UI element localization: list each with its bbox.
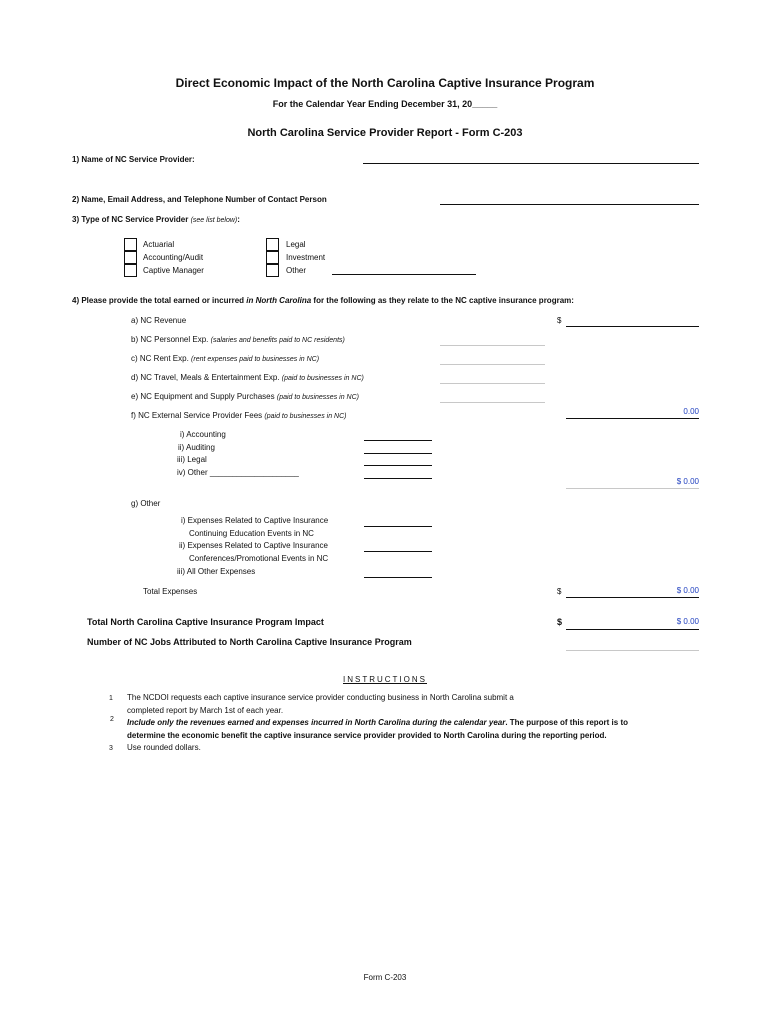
q4-label-pre: 4) Please provide the total earned or incurred	[72, 296, 245, 305]
q2-label: 2) Name, Email Address, and Telephone Number of Contact Person	[72, 195, 327, 204]
rent-exp-note: (rent expenses paid to businesses in NC)	[191, 356, 320, 363]
travel-exp-text: d) NC Travel, Meals & Entertainment Exp.	[131, 373, 280, 382]
q3-label	[72, 215, 240, 224]
jobs-label: Number of NC Jobs Attributed to North Carolina Captive Insurance Program	[87, 637, 412, 647]
q4-label	[72, 296, 574, 305]
service-provider-fees-field[interactable]	[566, 418, 699, 419]
option-accounting-audit: Accounting/Audit	[143, 253, 204, 262]
contact-person-field[interactable]	[440, 204, 699, 205]
instruction-2-line-2: determine the economic benefit the captive insurance service provider provided to North Carolina during the reporting period.	[127, 731, 607, 740]
instruction-1-number: 1	[109, 695, 113, 702]
nc-revenue-label: a) NC Revenue	[131, 316, 187, 325]
instruction-2-rest: . The purpose of this report is to	[505, 718, 628, 727]
personnel-exp-label	[131, 335, 345, 344]
fees-auditing-label: ii) Auditing	[178, 443, 215, 452]
all-other-exp-label: iii) All Other Expenses	[177, 567, 256, 576]
page-footer: Form C-203	[363, 973, 407, 982]
page-title: Direct Economic Impact of the North Carolina Captive Insurance Program	[175, 76, 595, 90]
checkbox-accounting-audit[interactable]	[124, 251, 137, 264]
page-subtitle: For the Calendar Year Ending December 31, 20_____	[272, 99, 498, 109]
other-type-field[interactable]	[332, 274, 476, 275]
travel-exp-note: (paid to businesses in NC)	[281, 375, 364, 382]
fees-legal-label: iii) Legal	[177, 455, 207, 464]
total-impact-label: Total North Carolina Captive Insurance Program Impact	[87, 617, 324, 627]
fees-subtotal-field	[566, 488, 699, 489]
form-title: North Carolina Service Provider Report - Form C-203	[247, 127, 523, 139]
instruction-2-line-1	[127, 718, 628, 727]
equipment-exp-label	[131, 392, 359, 401]
instruction-3-line-1: Use rounded dollars.	[127, 743, 201, 752]
promotional-events-label-1: ii) Expenses Related to Captive Insurance	[179, 541, 328, 550]
fees-subtotal-value: $ 0.00	[676, 477, 699, 486]
instruction-2-emphasis: Include only the revenues earned and expenses incurred in North Carolina during the calendar year	[127, 718, 506, 727]
fees-auditing-field[interactable]	[364, 453, 432, 454]
all-other-exp-field[interactable]	[364, 577, 432, 578]
total-expenses-value: $ 0.00	[676, 586, 699, 595]
personnel-exp-note: (salaries and benefits paid to NC residents)	[210, 337, 345, 344]
total-expenses-field	[566, 597, 699, 598]
nc-revenue-field[interactable]	[566, 326, 699, 327]
q3-colon: :	[237, 215, 240, 224]
instruction-3-number: 3	[109, 745, 113, 752]
fees-other-label: iv) Other ____________________	[177, 468, 299, 477]
total-impact-field	[566, 629, 699, 630]
jobs-field[interactable]	[566, 650, 699, 651]
total-impact-dollar: $	[557, 617, 563, 627]
option-legal: Legal	[286, 240, 306, 249]
promotional-events-label-2: Conferences/Promotional Events in NC	[189, 554, 329, 563]
rent-exp-text: c) NC Rent Exp.	[131, 354, 189, 363]
service-provider-fees-text: f) NC External Service Provider Fees	[131, 411, 263, 420]
instruction-2-number: 2	[110, 716, 114, 723]
checkbox-investment[interactable]	[266, 251, 279, 264]
option-captive-manager: Captive Manager	[143, 266, 204, 275]
q4-label-emph: in North Carolina	[246, 296, 312, 305]
fees-other-field[interactable]	[364, 478, 432, 479]
instruction-1-line-2: completed report by March 1st of each year.	[127, 706, 284, 715]
education-events-field[interactable]	[364, 526, 432, 527]
total-expenses-dollar: $	[557, 587, 562, 596]
fees-accounting-field[interactable]	[364, 440, 432, 441]
service-provider-fees-label	[131, 411, 346, 420]
q4-label-post: for the following as they relate to the NC captive insurance program:	[313, 296, 574, 305]
instructions-title: INSTRUCTIONS	[343, 675, 427, 684]
option-investment: Investment	[286, 253, 326, 262]
equipment-exp-note: (paid to businesses in NC)	[276, 394, 359, 401]
service-provider-fees-note: (paid to businesses in NC)	[264, 413, 347, 420]
promotional-events-field[interactable]	[364, 551, 432, 552]
option-other: Other	[286, 266, 307, 275]
travel-exp-field[interactable]	[440, 383, 545, 384]
equipment-exp-text: e) NC Equipment and Supply Purchases	[131, 392, 275, 401]
equipment-exp-field[interactable]	[440, 402, 545, 403]
total-impact-value: $ 0.00	[676, 617, 699, 626]
total-expenses-label: Total Expenses	[143, 587, 198, 596]
personnel-exp-text: b) NC Personnel Exp.	[131, 335, 209, 344]
fees-legal-field[interactable]	[364, 465, 432, 466]
q1-label: 1) Name of NC Service Provider:	[72, 155, 195, 164]
option-actuarial: Actuarial	[143, 240, 175, 249]
personnel-exp-field[interactable]	[440, 345, 545, 346]
education-events-label-1: i) Expenses Related to Captive Insurance	[181, 516, 329, 525]
travel-exp-label	[131, 373, 364, 382]
instruction-1-line-1: The NCDOI requests each captive insurance service provider conducting business in North Carolina submit a	[127, 693, 514, 702]
fees-accounting-label: i) Accounting	[180, 430, 226, 439]
q3-label-text: 3) Type of NC Service Provider	[72, 215, 189, 224]
q3-hint: (see list below)	[190, 217, 238, 224]
other-exp-label: g) Other	[131, 499, 161, 508]
provider-name-field[interactable]	[363, 163, 699, 164]
rent-exp-label	[131, 354, 319, 363]
checkbox-other[interactable]	[266, 264, 279, 277]
education-events-label-2: Continuing Education Events in NC	[189, 529, 314, 538]
service-provider-fees-value: 0.00	[683, 407, 699, 416]
checkbox-actuarial[interactable]	[124, 238, 137, 251]
nc-revenue-dollar: $	[557, 316, 562, 325]
checkbox-captive-manager[interactable]	[124, 264, 137, 277]
checkbox-legal[interactable]	[266, 238, 279, 251]
rent-exp-field[interactable]	[440, 364, 545, 365]
